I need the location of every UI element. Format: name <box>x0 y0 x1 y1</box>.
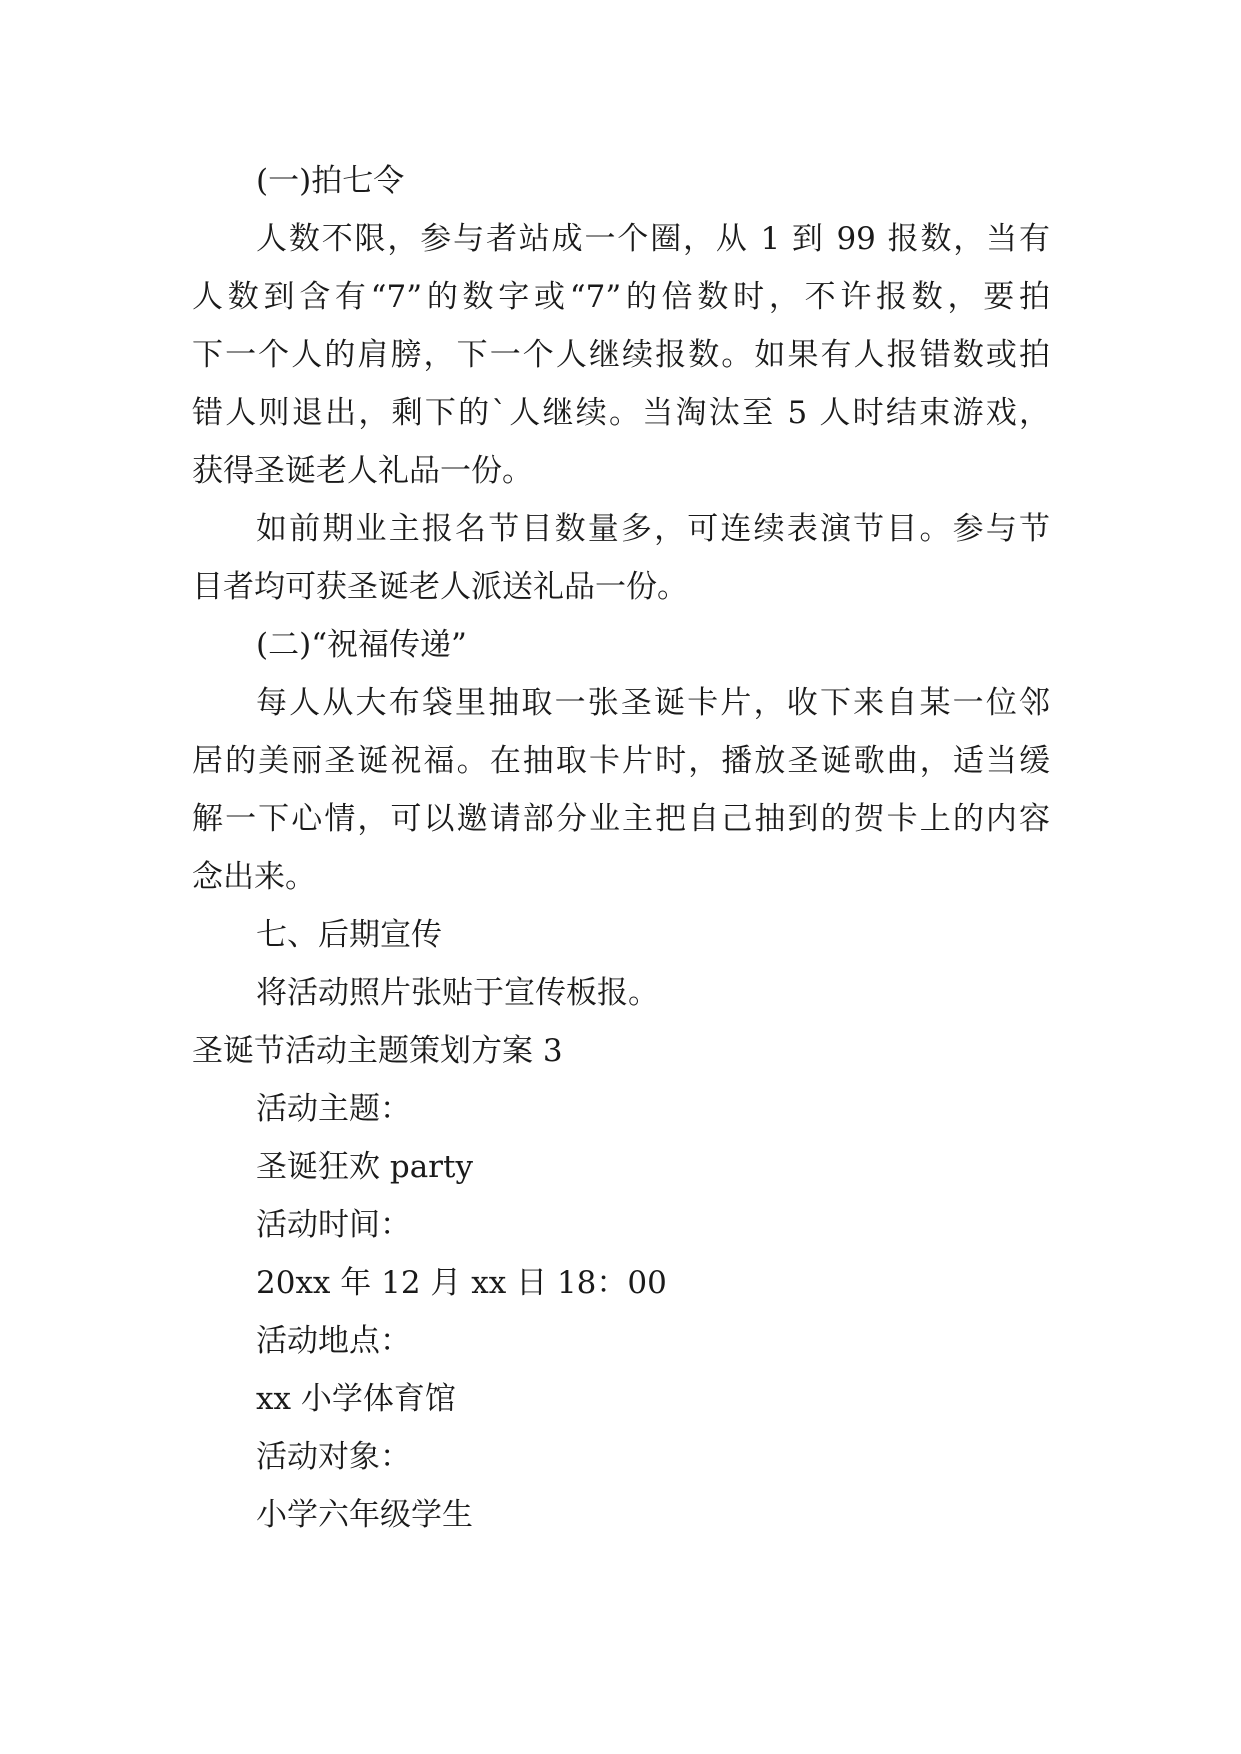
text-line: 解一下心情，可以邀请部分业主把自己抽到的贺卡上的内容 <box>192 801 1050 837</box>
text-line: 下一个人的肩膀，下一个人继续报数。如果有人报错数或拍 <box>192 337 1050 373</box>
text-line: 错人则退出，剩下的`人继续。当淘汰至 5 人时结束游戏， <box>192 395 1050 431</box>
text-line: 目者均可获圣诞老人派送礼品一份。 <box>192 569 688 605</box>
text-line: 活动对象： <box>256 1439 411 1475</box>
text-line: 居的美丽圣诞祝福。在抽取卡片时，播放圣诞歌曲，适当缓 <box>192 743 1050 779</box>
text-line: 七、后期宣传 <box>256 917 442 953</box>
text-line: 20xx 年 12 月 xx 日 18：00 <box>256 1265 667 1301</box>
text-line: 圣诞节活动主题策划方案 3 <box>192 1033 563 1069</box>
text-line: 活动时间： <box>256 1207 411 1243</box>
text-line: 将活动照片张贴于宣传板报。 <box>256 975 659 1011</box>
text-line: 小学六年级学生 <box>256 1497 473 1533</box>
text-line: (一)拍七令 <box>256 163 405 199</box>
text-line: 活动地点： <box>256 1323 411 1359</box>
text-line: xx 小学体育馆 <box>256 1381 456 1417</box>
text-line: (二)“祝福传递” <box>256 627 467 663</box>
text-line: 人数到含有“7”的数字或“7”的倍数时，不许报数，要拍 <box>192 279 1050 315</box>
text-line: 活动主题： <box>256 1091 411 1127</box>
text-line: 人数不限，参与者站成一个圈，从 1 到 99 报数，当有 <box>256 221 1050 257</box>
document-page <box>192 152 1050 1544</box>
text-line: 每人从大布袋里抽取一张圣诞卡片，收下来自某一位邻 <box>256 685 1050 721</box>
text-line: 圣诞狂欢 party <box>256 1149 473 1185</box>
text-line: 如前期业主报名节目数量多，可连续表演节目。参与节 <box>256 511 1050 547</box>
text-line: 念出来。 <box>192 859 316 895</box>
text-line: 获得圣诞老人礼品一份。 <box>192 453 533 489</box>
